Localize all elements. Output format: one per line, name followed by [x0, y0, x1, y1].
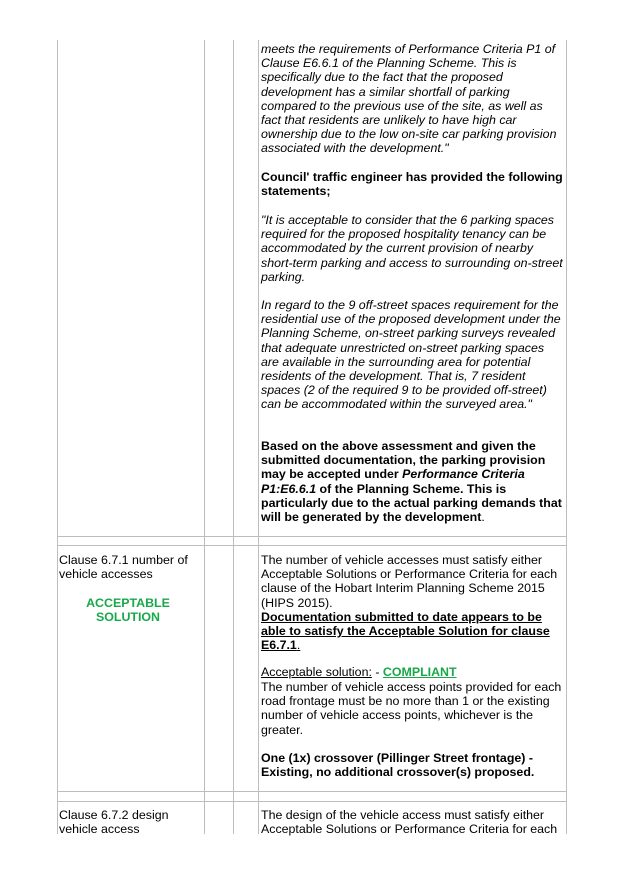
conclusion-text-2: of the Planning Scheme. This is particularly due to the actual parking demands that will be generated by the development	[261, 481, 562, 525]
clause-671-acceptable-solution	[261, 665, 565, 679]
clause-671-label: Clause 6.7.1 number of vehicle accesses	[59, 553, 188, 582]
table-row-divider	[57, 545, 566, 546]
table-column-divider	[233, 40, 234, 834]
table-row-divider	[57, 791, 566, 792]
table-column-divider	[258, 40, 259, 834]
acceptable-solution-label: Acceptable solution:	[261, 665, 372, 679]
quote-continued: meets the requirements of Performance Criteria P1 of Clause E6.6.1 of the Planning Scheme. This is specifically due to the fact that the proposed development has a similar shortfall of parking compared to the previous use of the site, as well as fact that residents are unlikely to have high car ownership due to the low on-site car parking provision associated with the development."	[261, 42, 557, 156]
table-column-divider	[204, 40, 205, 834]
assessment-conclusion	[261, 439, 565, 524]
engineer-quote-1: "It is acceptable to consider that the 6 parking spaces required for the proposed hospitality tenancy can be accommodated by the current provision of nearby short-term parking and access to surrounding on-street parking.	[261, 213, 563, 284]
table-border-right	[566, 40, 567, 834]
compliant-status-badge: COMPLIANT	[382, 665, 457, 679]
table-row-divider	[57, 801, 566, 802]
acceptable-dash: -	[371, 665, 383, 679]
table-row-divider	[57, 536, 566, 537]
conclusion-text-1: Based on the above assessment and given the submitted documentation, the parking provision may be accepted under	[261, 439, 546, 482]
clause-671-documentation	[261, 610, 565, 653]
engineer-heading: Council' traffic engineer has provided the following statements;	[261, 170, 563, 199]
engineer-quote-2: In regard to the 9 off-street spaces requirement for the residential use of the proposed development under the Planning Scheme, on-street parking surveys revealed that adequate unrestricted on-street parking spaces are available in the surrounding area for potential residents of the development. That is, 7 resident spaces (2 of the required 9 to be provided off-street) can be accommodated within the surveyed area."	[261, 298, 561, 412]
clause-671-finding: One (1x) crossover (Pillinger Street frontage) - Existing, no additional crossover(s) proposed.	[261, 751, 535, 780]
clause-671-acceptable-text: The number of vehicle access points provided for each road frontage must be no more than 1 or the existing number of vehicle access points, whichever is the greater.	[261, 680, 562, 737]
clause-672-intro: The design of the vehicle access must satisfy either Acceptable Solutions or Performance Criteria for each	[261, 808, 558, 837]
conclusion-criteria: Performance Criteria P1:E6.6.1	[261, 467, 525, 496]
clause-672-label: Clause 6.7.2 design vehicle access	[59, 808, 169, 837]
conclusion-period: .	[481, 510, 485, 525]
clause-671-status-badge: ACCEPTABLE SOLUTION	[86, 596, 170, 625]
documentation-text: Documentation submitted to date appears to be able to satisfy the Acceptable Solution for clause E6.7.1	[261, 610, 550, 653]
documentation-period: .	[296, 638, 301, 653]
table-border-left	[57, 40, 58, 834]
clause-671-intro: The number of vehicle accesses must satisfy either Acceptable Solutions or Performance Criteria for each clause of the Hobart Interim Planning Scheme 2015 (HIPS 2015).	[261, 553, 558, 610]
